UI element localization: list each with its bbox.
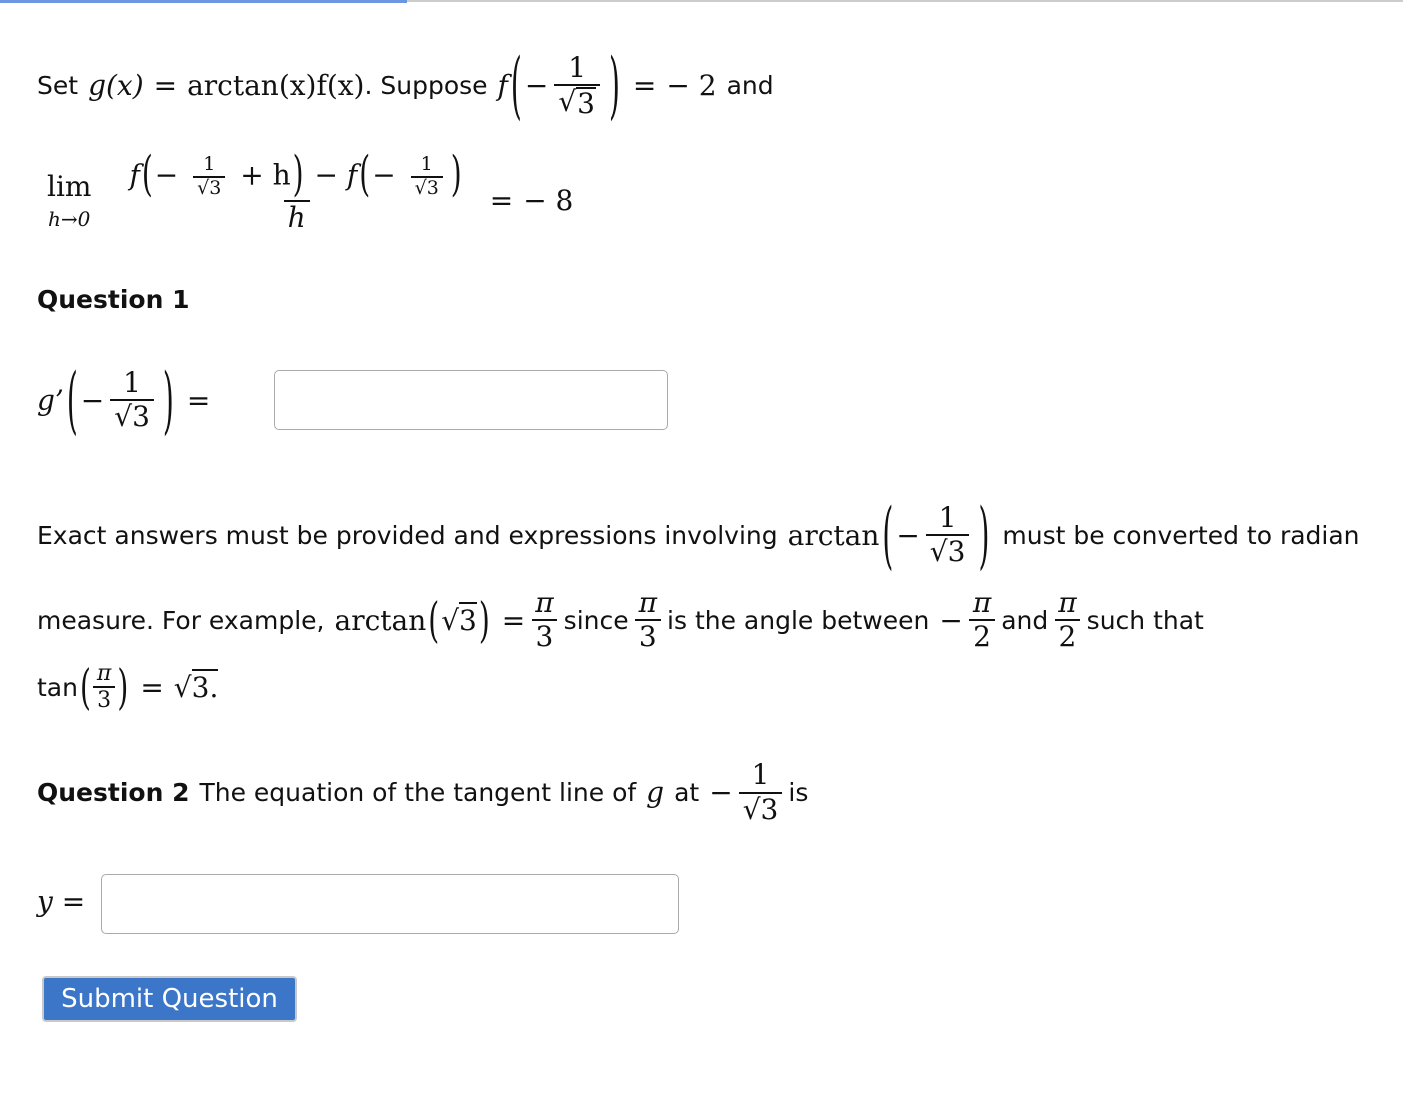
note-line3: tan ( $\frac{\pi}{3}$ ) = √3. [37,658,219,716]
math: − 2 [666,68,717,102]
math: g(x) [88,68,144,102]
lim: lim h→0 [47,169,92,231]
progress-bar [0,0,1403,2]
progress-fill [0,0,407,3]
text: . Suppose [364,70,488,100]
math: − 8 [523,183,574,217]
question1-title: Question 1 [37,285,190,314]
math: = [153,68,178,102]
question2-prompt: Question 2 The equation of the tangent line of g at − $\frac{1}{√3}$ is [37,758,809,826]
text: and [726,70,774,100]
question1-answer-input[interactable] [274,370,668,430]
fraction: 1 √ 3 [554,52,600,118]
math: f [497,68,508,102]
difference-quotient: f(− $\frac{1}{√3}$ + h) − f(− $\frac{1}{√3}$ ) h [129,146,462,234]
note-line1: Exact answers must be provided and expressions involving arctan ( − $\frac{1}{√3}$ ) must be converted to radian [37,492,1360,578]
math: − [524,68,549,102]
limit-expression [47,145,573,255]
math: = [632,68,657,102]
y-equals-label: y = [37,885,86,918]
note-line2: measure. For example, arctan ( √3 ) = $\frac{\pi}{3}$ since $\frac{\pi}{3}$ is the angle between − $\frac{\pi}{2}$ and $\frac{\pi}{2}$ such that [37,585,1204,653]
problem-statement: Set g(x) = arctan(x)f(x) . Suppose f ( − 1 √ 3 ) = − 2 and [37,42,774,128]
math: arctan(x)f(x) [187,68,365,102]
question2-answer-input[interactable] [101,874,679,934]
question1-expression: g’ ( − $\frac{1}{√3}$ ) = [37,357,211,443]
math: = [489,183,514,217]
text: Set [37,70,79,100]
submit-question-button[interactable]: Submit Question [42,976,297,1022]
math: g’ [37,383,64,417]
